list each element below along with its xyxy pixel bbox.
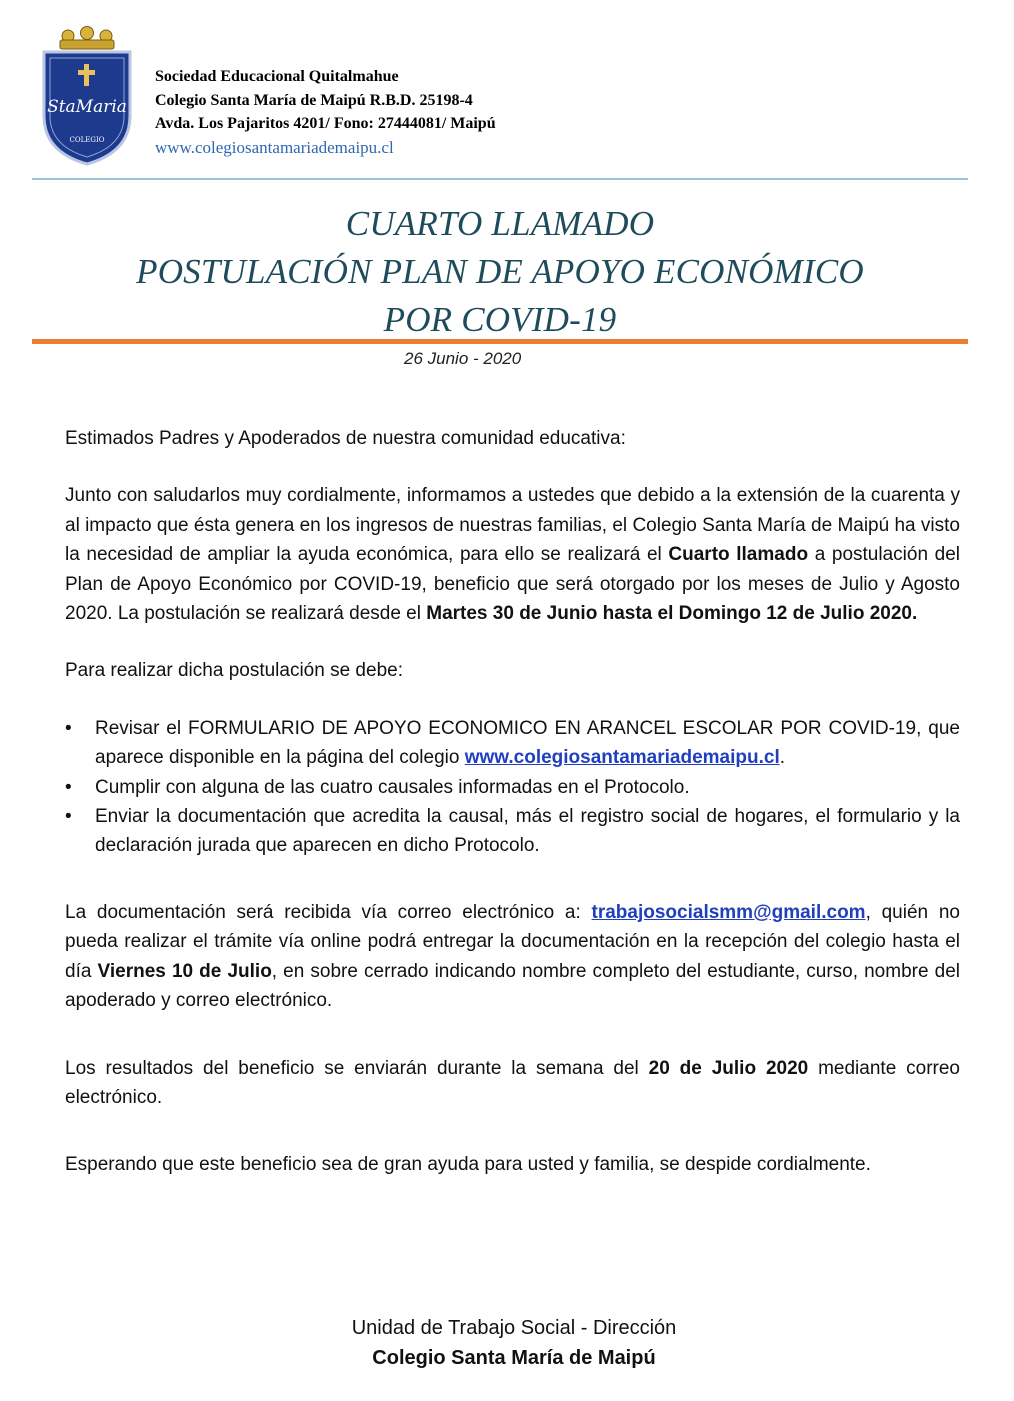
letter-body [65,424,960,1180]
paragraph-closing: Esperando que este beneficio sea de gran ayuda para usted y familia, se despide cordialmente. [65,1154,871,1176]
documentation-text-3: , en sobre cerrado indicando nombre completo del estudiante, curso, nombre del apoderado y correo electrónico. [65,960,960,1012]
intro-bold-call: Cuarto llamado [668,544,809,566]
bullet-icon: • [65,776,72,798]
intro-text-2: a postulación del Plan de Apoyo Económico por COVID-19, beneficio que será otorgado por los meses de Julio y Agosto 2020. La postulación se realizará desde el [65,544,960,625]
signature-unit: Unidad de Trabajo Social - Dirección [351,1317,677,1339]
list-item-text: Cumplir con alguna de las cuatro causales informadas en el Protocolo. [95,776,690,798]
requirements-list [65,714,960,861]
crest-text: StaMaria [47,97,127,117]
bullet-icon: • [65,717,72,739]
title-line-1: CUARTO LLAMADO [345,204,655,243]
documentation-bold-date: Viernes 10 de Julio [97,960,272,982]
bullet-icon: • [65,806,72,828]
paragraph-intro [65,481,960,628]
documentation-text-2: , quién no pueda realizar el trámite vía online podrá entregar la documentación en la recepción del colegio hasta el día [65,901,960,982]
results-bold-date: 20 de Julio 2020 [648,1057,809,1079]
intro-bold-dates: Martes 30 de Junio hasta el Domingo 12 de Julio 2020. [426,603,918,625]
paragraph-results [65,1054,960,1113]
list-item-text: Enviar la documentación que acredita la causal, más el registro social de hogares, el formulario y la declaración jurada que aparecen en dicho Protocolo. [95,806,960,857]
letterhead-website[interactable]: www.colegiosantamariademaipu.cl [155,137,394,157]
paragraph-documentation [65,898,960,1016]
title-line-3: POR COVID-19 [383,300,617,339]
documentation-text: La documentación será recibida vía correo electrónico a: [65,901,592,923]
crown-icon [60,27,114,50]
results-text-2: mediante correo electrónico. [65,1057,960,1108]
letterhead-school: Colegio Santa María de Maipú R.B.D. 25198-4 [155,91,473,109]
website-link[interactable]: www.colegiosantamariademaipu.cl [464,747,780,769]
crest-subtext: COLEGIO [69,136,105,144]
list-item-text-end: . [779,747,786,769]
email-link[interactable]: trabajosocialsmm@gmail.com [591,901,866,923]
list-item [65,714,960,773]
intro-text: Junto con saludarlos muy cordialmente, informamos a ustedes que debido a la extensión de la cuarenta y al impacto que ésta genera en los ingresos de nuestras familias, el Colegio Santa María de Maipú ha visto la necesidad de ampliar la ayuda económica, para ello se realizará el [65,485,960,566]
header-divider [32,178,968,180]
list-item [65,773,960,802]
title-divider [32,339,968,344]
results-text: Los resultados del beneficio se enviarán durante la semana del [65,1057,649,1079]
list-item [65,802,960,861]
document-title [0,200,1000,344]
letterhead-society: Sociedad Educacional Quitalmahue [155,68,399,85]
list-item-text: Revisar el FORMULARIO DE APOYO ECONOMICO EN ARANCEL ESCOLAR POR COVID-19, que aparece disponible en la página del colegio [95,717,960,769]
school-crest-icon [38,24,136,166]
letterhead-address: Avda. Los Pajaritos 4201/ Fono: 27444081/ Maipú [155,115,496,132]
document-date: 26 Junio - 2020 [404,349,522,368]
signature-school: Colegio Santa María de Maipú [372,1347,656,1369]
letterhead [155,65,496,159]
greeting: Estimados Padres y Apoderados de nuestra comunidad educativa: [65,428,626,449]
title-line-2: POSTULACIÓN PLAN DE APOYO ECONÓMICO [136,252,864,291]
paragraph-steps-intro: Para realizar dicha postulación se debe: [65,660,403,682]
signature-block [0,1313,1014,1373]
